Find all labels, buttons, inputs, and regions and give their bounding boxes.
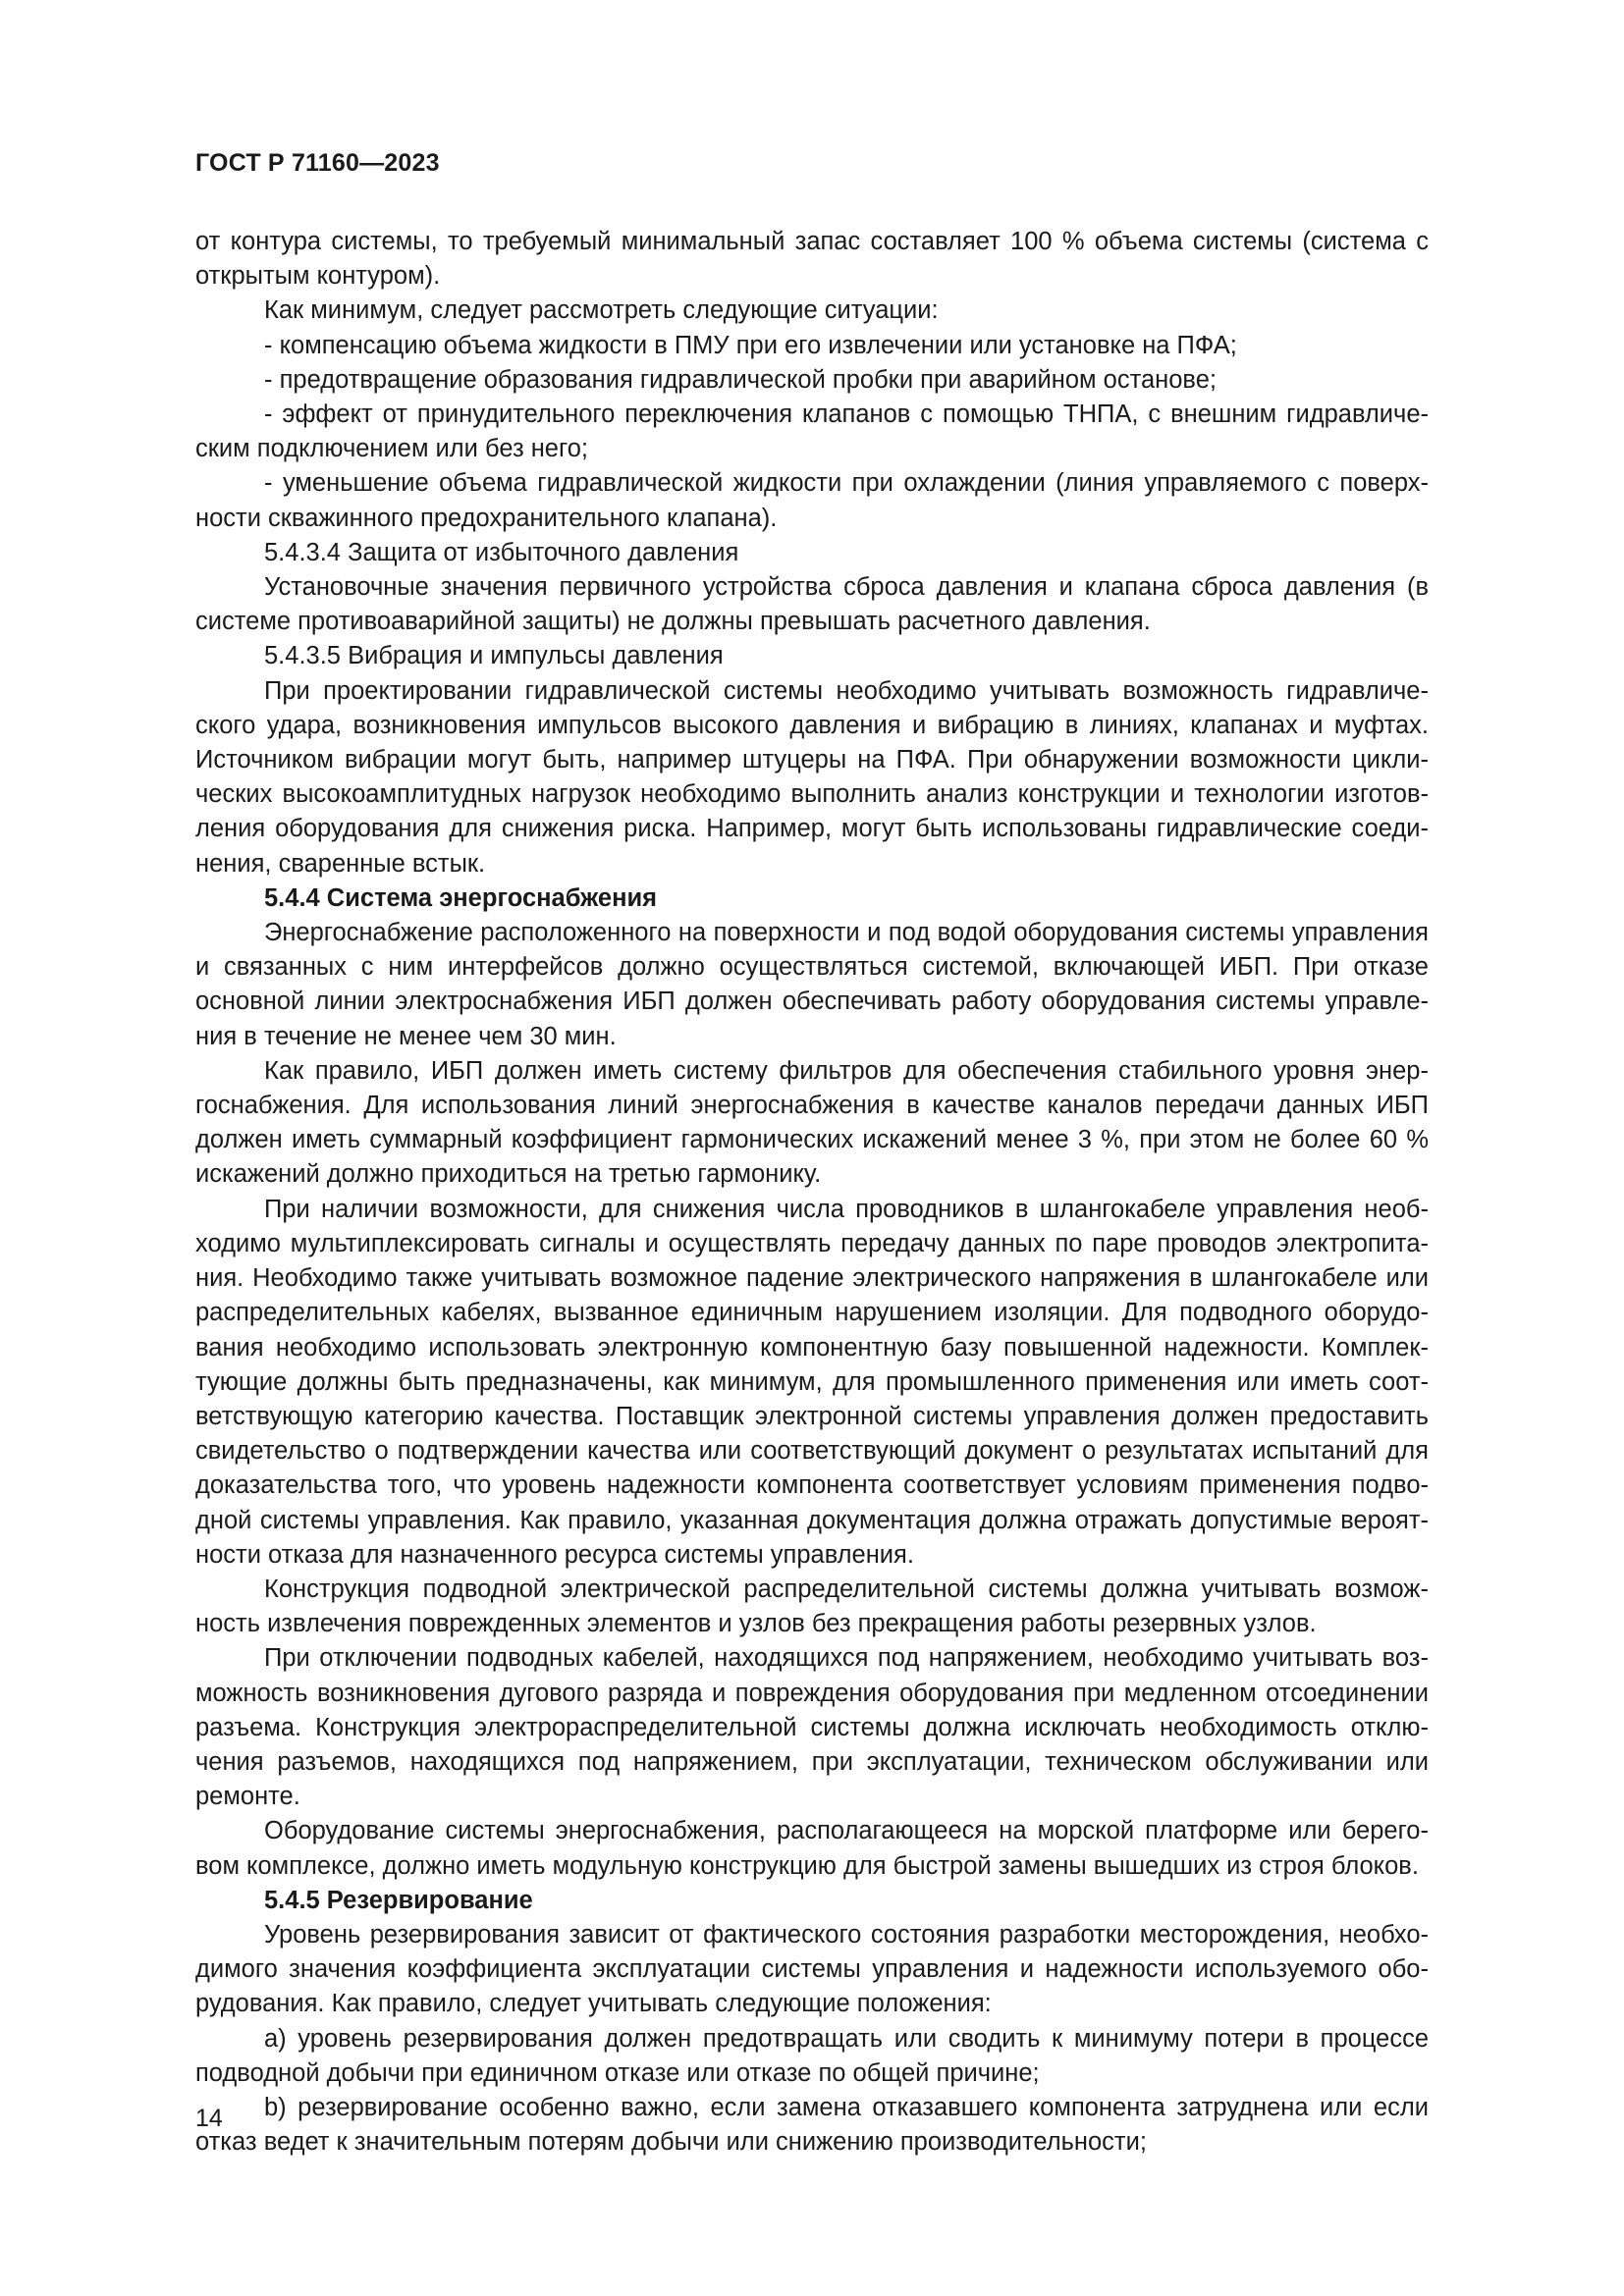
document-body: [195, 225, 1429, 2160]
document-header: ГОСТ Р 71160—2023: [195, 149, 440, 177]
subsection-title: 5.4.3.4 Защита от избыточного давления: [264, 538, 739, 566]
list-item: - компенсацию объема жидкости в ПМУ при его извлечении или установке на ПФА;: [264, 331, 1237, 359]
list-item: b) резервирование особенно важно, если замена отказавшего компонента затруднена или если отказ ведет к значительным потерям добычи или снижению производительности;: [195, 2093, 1429, 2157]
section-heading: 5.4.5 Резервирование: [264, 1886, 533, 1914]
subsection-title: 5.4.3.5 Вибрация и импульсы давления: [264, 642, 724, 670]
paragraph: При отключении подводных кабелей, находящихся под напряжением, необходимо учитывать возможность возникновения дугового разряда и повреждения оборудования при медленном отсоединении разъема. Конструкция электрораспределительной системы должна исключать необходимость отключения разъемов, находящихся под напряжением, при эксплуатации, техническом обслуживании или ремонте.: [195, 1644, 1429, 1811]
paragraph: Уровень резервирования зависит от фактического состояния разработки месторождения, необходимого значения коэффициента эксплуатации системы управления и надежности используемого оборудования. Как правило, следует учитывать следующие положения:: [195, 1920, 1429, 2018]
paragraph: Оборудование системы энергоснабжения, располагающееся на морской платформе или береговом комплексе, должно иметь модульную конструкцию для быстрой замены вышедших из строя блоков.: [195, 1817, 1429, 1880]
paragraph: При проектировании гидравлической системы необходимо учитывать возможность гидравлического удара, возникновения импульсов высокого давления и вибрацию в линиях, клапанах и муфтах. Источником вибрации могут быть, например штуцеры на ПФА. При обнаружении возможности циклических высокоамплитудных нагрузок необходимо выполнить анализ конструкции и технологии изготовления оборудования для снижения риска. Например, могут быть использованы гидравлические соединения, сваренные встык.: [195, 676, 1429, 878]
paragraph: Как минимум, следует рассмотреть следующие ситуации:: [264, 296, 939, 325]
list-item: - уменьшение объема гидравлической жидкости при охлаждении (линия управляемого с поверхности скважинного предохранительного клапана).: [195, 469, 1429, 532]
list-item: - эффект от принудительного переключения клапанов с помощью ТНПА, с внешним гидравлическим подключением или без него;: [195, 400, 1429, 463]
paragraph: При наличии возможности, для снижения числа проводников в шлангокабеле управления необходимо мультиплексировать сигналы и осуществлять передачу данных по паре проводов электропитания. Необходимо также учитывать возможное падение электрического напряжения в шлангокабеле или распределительных кабелях, вызванное единичным нарушением изоляции. Для подводного оборудования необходимо использовать электронную компонентную базу повышенной надежности. Комплектующие должны быть предназначены, как минимум, для промышленного применения или иметь соответствующую категорию качества. Поставщик электронной системы управления должен предоставить свидетельство о подтверждении качества или соответствующий документ о результатах испытаний для доказательства того, что уровень надежности компонента соответствует условиям применения подводной системы управления. Как правило, указанная документация должна отражать допустимые вероятности отказа для назначенного ресурса системы управления.: [195, 1195, 1429, 1569]
list-item: - предотвращение образования гидравлической пробки при аварийном останове;: [264, 365, 1217, 394]
paragraph: Конструкция подводной электрической распределительной системы должна учитывать возможность извлечения поврежденных элементов и узлов без прекращения работы резервных узлов.: [195, 1575, 1429, 1638]
paragraph: от контура системы, то требуемый минимальный запас составляет 100 % объема системы (система с открытым контуром).: [195, 228, 1429, 291]
paragraph: Установочные значения первичного устройства сброса давления и клапана сброса давления (в системе противоаварийной защиты) не должны превышать расчетного давления.: [195, 573, 1429, 636]
paragraph: Энергоснабжение расположенного на поверхности и под водой оборудования системы управления и связанных с ним интерфейсов должно осуществляться системой, включающей ИБП. При отказе основной линии электроснабжения ИБП должен обеспечивать работу оборудования системы управления в течение не менее чем 30 мин.: [195, 919, 1429, 1050]
page-number: 14: [195, 2105, 223, 2132]
list-item: a) уровень резервирования должен предотвращать или сводить к минимуму потери в процессе подводной добычи при единичном отказе или отказе по общей причине;: [195, 2024, 1429, 2087]
section-heading: 5.4.4 Система энергоснабжения: [264, 883, 658, 912]
paragraph: Как правило, ИБП должен иметь систему фильтров для обеспечения стабильного уровня энергоснабжения. Для использования линий энергоснабжения в качестве каналов передачи данных ИБП должен иметь суммарный коэффициент гармонических искажений менее 3 %, при этом не более 60 % искажений должно приходиться на третью гармонику.: [195, 1056, 1429, 1189]
